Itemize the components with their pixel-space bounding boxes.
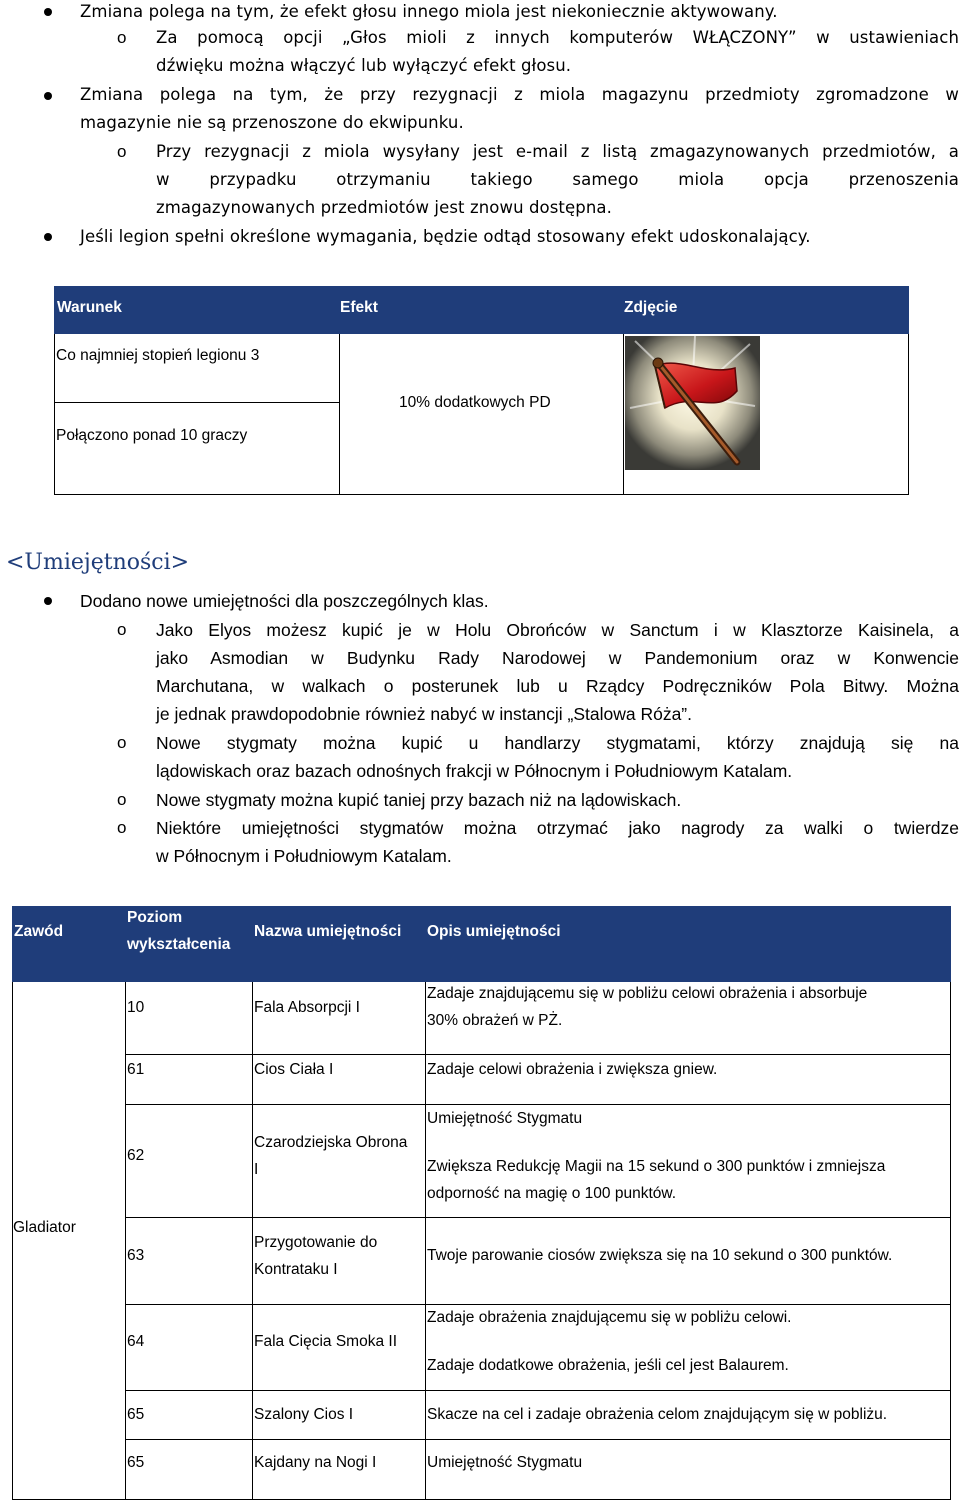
paragraph-line: Nowe stygmaty można kupić taniej przy bazach niż na lądowiskach.	[156, 790, 682, 810]
paragraph-line: Zmiana polega na tym, że efekt głosu innego miola jest niekoniecznie aktywowany.	[80, 2, 778, 21]
paragraph-line: zmagazynowanych przedmiotów jest znowu dostępna.	[156, 198, 612, 217]
column-header-effect: Efekt	[340, 299, 378, 316]
table-cell-level: 63	[127, 1247, 145, 1264]
paragraph-line: Jako Elyos możesz kupić je w Holu Obrońców w Sanctum i w Klasztorze Kaisinela, a	[156, 620, 959, 640]
table-header-row	[54, 286, 909, 334]
sub-bullet-marker: o	[117, 620, 127, 639]
bullet	[44, 92, 52, 100]
column-header-level: Poziom	[127, 909, 183, 926]
table-cell-skill-name: Fala Absorpcji I	[254, 999, 360, 1016]
table-cell-description: Zadaje celowi obrażenia i zwiększa gniew.	[427, 1061, 718, 1078]
paragraph-line: je jednak prawdopodobnie również nabyć w instancji „Stalowa Róża”.	[156, 704, 692, 724]
class-cell: Gladiator	[13, 1219, 76, 1236]
table-cell-skill-name: Fala Cięcia Smoka II	[254, 1333, 397, 1350]
table-cell-level: 65	[127, 1406, 145, 1423]
paragraph-line: lądowiskach oraz bazach odnośnych frakcji w Północnym i Południowym Katalam.	[156, 761, 793, 781]
condition-cell: Połączono ponad 10 graczy	[56, 427, 248, 444]
bullet	[44, 8, 52, 16]
table-cell-level: 10	[127, 999, 145, 1016]
sub-bullet-marker: o	[117, 28, 127, 47]
paragraph-line: magazynie nie są przenoszone do ekwipunku.	[80, 113, 464, 132]
paragraph-line: Dodano nowe umiejętności dla poszczególnych klas.	[80, 591, 489, 611]
column-header-level: wykształcenia	[127, 936, 231, 953]
sub-bullet-marker: o	[117, 818, 127, 837]
table-cell-description: Twoje parowanie ciosów zwiększa się na 10 sekund o 300 punktów.	[427, 1247, 893, 1264]
column-header-description: Opis umiejętności	[427, 923, 561, 940]
sub-bullet-marker: o	[117, 142, 127, 161]
table-cell-skill-name: Przygotowanie do	[254, 1234, 378, 1251]
section-heading: <Umiejętności>	[6, 550, 190, 575]
sub-bullet-marker: o	[117, 733, 127, 752]
paragraph-line: w Północnym i Południowym Katalam.	[156, 846, 452, 866]
table-cell-description: Zwiększa Redukcję Magii na 15 sekund o 300 punktów i zmniejsza	[427, 1158, 886, 1175]
table-cell-description: Umiejętność Stygmatu	[427, 1454, 583, 1471]
paragraph-line: Nowe stygmaty można kupić u handlarzy stygmatami, którzy znajdują się na	[156, 733, 959, 753]
column-header-class: Zawód	[14, 923, 64, 940]
paragraph-line: dźwięku można włączyć lub wyłączyć efekt głosu.	[156, 56, 572, 75]
table-cell-description: Skacze na cel i zadaje obrażenia celom znajdującym się w pobliżu.	[427, 1406, 888, 1423]
table-cell-skill-name: Czarodziejska Obrona	[254, 1134, 408, 1151]
table-cell-level: 64	[127, 1333, 145, 1350]
sub-bullet-marker: o	[117, 790, 127, 809]
paragraph-line: Niektóre umiejętności stygmatów można otrzymać jako nagrody za walki o twierdze	[156, 818, 959, 838]
table-cell-skill-name: I	[254, 1161, 259, 1178]
effect-cell: 10% dodatkowych PD	[399, 394, 551, 411]
table-cell-description: Zadaje obrażenia znajdującemu się w pobliżu celowi.	[427, 1309, 792, 1326]
paragraph-line: Jeśli legion spełni określone wymagania, będzie odtąd stosowany efekt udoskonalający.	[80, 227, 811, 246]
paragraph-line: Zmiana polega na tym, że przy rezygnacji z miola magazynu przedmioty zgromadzone w	[80, 85, 959, 104]
paragraph-line: Przy rezygnacji z miola wysyłany jest e-mail z listą zmagazynowanych przedmiotów, a	[156, 142, 959, 161]
legion-effect-table	[54, 286, 909, 495]
table-cell-skill-name: Kajdany na Nogi I	[254, 1454, 377, 1471]
skills-table	[12, 906, 951, 1500]
table-cell-level: 65	[127, 1454, 145, 1471]
column-header-skill-name: Nazwa umiejętności	[254, 923, 402, 940]
table-cell-description: Zadaje znajdującemu się w pobliżu celowi obrażenia i absorbuje	[427, 985, 868, 1002]
table-cell-description: 30% obrażeń w PŻ.	[427, 1012, 563, 1029]
paragraph-line: Marchutana, w walkach o posterunek lub u Rządcy Podręczników Pola Bitwy. Można	[156, 676, 959, 696]
table-cell-description: Zadaje dodatkowe obrażenia, jeśli cel jest Balaurem.	[427, 1357, 789, 1374]
paragraph-line: w przypadku otrzymaniu takiego samego miola opcja przenoszenia	[156, 170, 959, 189]
table-cell-skill-name: Kontrataku I	[254, 1261, 338, 1278]
red-flag-icon	[625, 336, 760, 470]
column-header-image: Zdjęcie	[624, 299, 678, 316]
table-cell-description: odporność na magię o 100 punktów.	[427, 1185, 677, 1202]
table-cell-description: Umiejętność Stygmatu	[427, 1110, 583, 1127]
column-header-condition: Warunek	[57, 299, 122, 316]
paragraph-line: jako Asmodian w Budynku Rady Narodowej w Pandemonium oraz w Konwencie	[156, 648, 959, 668]
bullet	[44, 597, 52, 605]
bullet	[44, 233, 52, 241]
condition-cell: Co najmniej stopień legionu 3	[56, 347, 260, 364]
paragraph-line: Za pomocą opcji „Głos mioli z innych komputerów WŁĄCZONY” w ustawieniach	[156, 28, 959, 47]
table-cell-skill-name: Szalony Cios I	[254, 1406, 354, 1423]
table-cell-skill-name: Cios Ciała I	[254, 1061, 334, 1078]
table-cell-level: 61	[127, 1061, 145, 1078]
table-cell-level: 62	[127, 1147, 145, 1164]
